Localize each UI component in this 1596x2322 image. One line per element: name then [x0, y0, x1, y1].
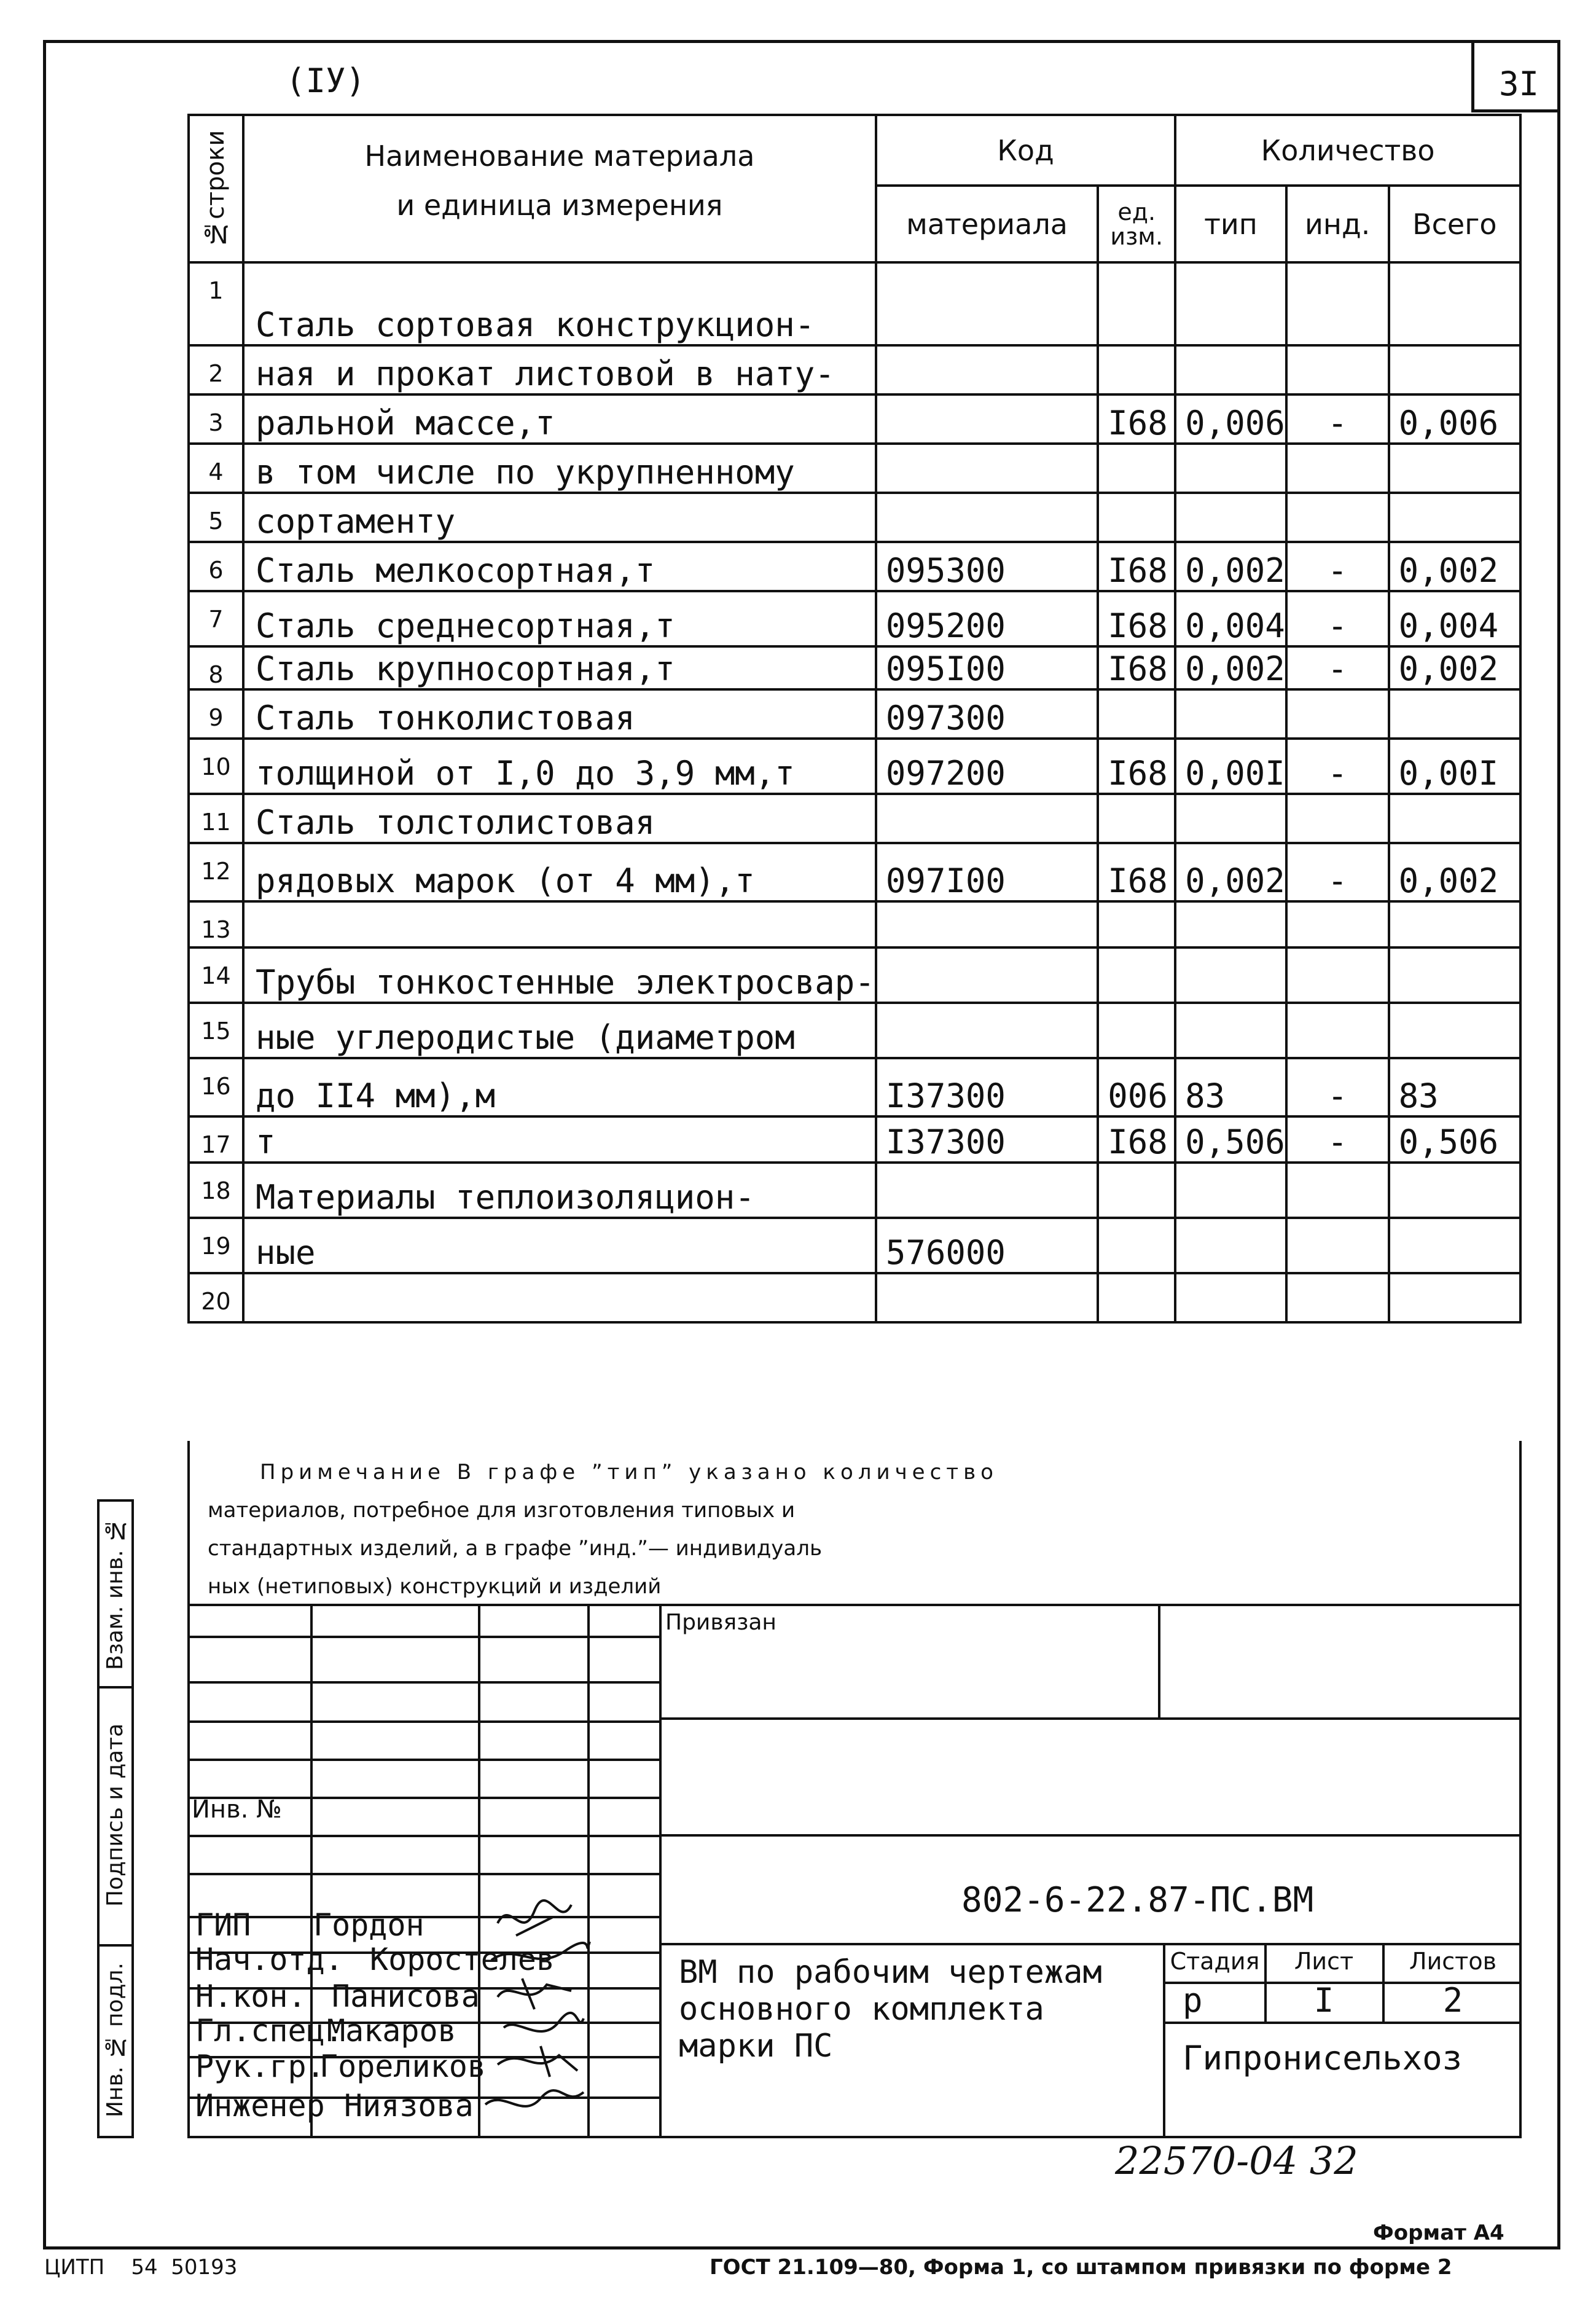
side-strip: [97, 1499, 134, 2138]
qty-total: [1389, 1218, 1520, 1273]
qty-ind: [1286, 493, 1389, 542]
material-name: Сталь сортовая конструкцион-: [243, 262, 876, 345]
material-code: I37300: [876, 1116, 1098, 1163]
qty-total: 0,002: [1389, 843, 1520, 901]
material-code: 097300: [876, 689, 1098, 739]
header-material: материала: [876, 186, 1098, 262]
qty-ind: -: [1286, 542, 1389, 591]
unit-code: [1098, 1163, 1175, 1218]
header-code: Код: [876, 115, 1175, 186]
qty-type: [1175, 901, 1286, 947]
doc-code: 802-6-22.87-ПС.ВМ: [961, 1880, 1314, 1920]
header-ind: инд.: [1286, 186, 1389, 262]
material-code: I37300: [876, 1058, 1098, 1116]
note-line-1: Примечание В графе ”тип” указано количество: [260, 1460, 998, 1485]
table-row: [189, 1058, 1520, 1116]
material-name: Материалы теплоизоляцион-: [243, 1163, 876, 1218]
qty-type: [1175, 947, 1286, 1003]
material-name: Сталь толстолистовая: [243, 794, 876, 843]
unit-code: [1098, 1273, 1175, 1322]
row-number: 13: [189, 901, 243, 947]
unit-code: [1098, 262, 1175, 345]
material-code: [876, 493, 1098, 542]
table-row: [189, 901, 1520, 947]
table-row: [189, 843, 1520, 901]
material-code: 095200: [876, 591, 1098, 646]
material-name: Сталь мелкосортная,т: [243, 542, 876, 591]
material-name: до II4 мм),м: [243, 1058, 876, 1116]
unit-code: [1098, 444, 1175, 493]
row-number: 11: [189, 794, 243, 843]
qty-type: 0,004: [1175, 591, 1286, 646]
material-name: Трубы тонкостенные электросвар-: [243, 947, 876, 1003]
inv-no-label: Инв. №: [192, 1795, 282, 1824]
qty-ind: -: [1286, 1116, 1389, 1163]
table-row: [189, 394, 1520, 444]
unit-code: I68: [1098, 1116, 1175, 1163]
row-number: 12: [189, 843, 243, 901]
qty-type: [1175, 493, 1286, 542]
material-name: Сталь тонколистовая: [243, 689, 876, 739]
material-name: Сталь среднесортная,т: [243, 591, 876, 646]
qty-type: 0,506: [1175, 1116, 1286, 1163]
top-label: (IУ): [286, 61, 366, 100]
sig-role-5: Рук.гр.: [195, 2049, 325, 2084]
sheet-label: Лист: [1294, 1948, 1354, 1975]
qty-type: 0,006: [1175, 394, 1286, 444]
note-line-3: стандартных изделий, а в графе ”инд.”— индивидуаль: [208, 1536, 822, 1561]
material-name: ная и прокат листовой в нату-: [243, 345, 876, 394]
qty-ind: [1286, 262, 1389, 345]
row-number: 15: [189, 1003, 243, 1058]
material-name: Сталь крупносортная,т: [243, 646, 876, 689]
row-number: 16: [189, 1058, 243, 1116]
row-number: 9: [189, 689, 243, 739]
qty-total: [1389, 1273, 1520, 1322]
header-total: Всего: [1389, 186, 1520, 262]
qty-ind: -: [1286, 394, 1389, 444]
qty-ind: [1286, 1218, 1389, 1273]
row-number: 3: [189, 394, 243, 444]
material-code: [876, 345, 1098, 394]
footer-right: ГОСТ 21.109—80, Форма 1, со штампом привязки по форме 2: [710, 2255, 1452, 2280]
qty-total: [1389, 493, 1520, 542]
qty-ind: [1286, 947, 1389, 1003]
qty-ind: -: [1286, 591, 1389, 646]
unit-code: I68: [1098, 739, 1175, 794]
qty-total: [1389, 689, 1520, 739]
row-number: 18: [189, 1163, 243, 1218]
row-number: 8: [189, 646, 243, 689]
table-row: [189, 1218, 1520, 1273]
material-name: толщиной от I,0 до 3,9 мм,т: [243, 739, 876, 794]
qty-type: [1175, 1218, 1286, 1273]
material-name: рядовых марок (от 4 мм),т: [243, 843, 876, 901]
sig-name-2: Коростелев: [370, 1942, 555, 1977]
qty-type: [1175, 1163, 1286, 1218]
material-code: [876, 947, 1098, 1003]
material-code: 095I00: [876, 646, 1098, 689]
material-code: [876, 1273, 1098, 1322]
material-name: т: [243, 1116, 876, 1163]
unit-code: [1098, 493, 1175, 542]
qty-total: 0,00I: [1389, 739, 1520, 794]
qty-ind: -: [1286, 646, 1389, 689]
table-row: [189, 689, 1520, 739]
header-unit: ед. изм.: [1098, 186, 1175, 262]
material-code: [876, 794, 1098, 843]
qty-total: 83: [1389, 1058, 1520, 1116]
qty-total: [1389, 947, 1520, 1003]
table-row: [189, 1003, 1520, 1058]
qty-total: 0,004: [1389, 591, 1520, 646]
handwritten-number: 22570-04 32: [1115, 2138, 1358, 2183]
qty-ind: [1286, 1163, 1389, 1218]
side-label-inv-podl: Инв. № подл.: [103, 1963, 128, 2117]
sig-role-1: ГИП: [195, 1907, 251, 1943]
table-row: [189, 794, 1520, 843]
qty-type: [1175, 345, 1286, 394]
materials-table: [187, 114, 1522, 1324]
side-label-podpis: Подпись и дата: [103, 1723, 128, 1907]
sig-name-3: Панисова: [332, 1979, 480, 2014]
qty-total: 0,006: [1389, 394, 1520, 444]
material-code: 097I00: [876, 843, 1098, 901]
qty-type: 0,00I: [1175, 739, 1286, 794]
unit-code: I68: [1098, 591, 1175, 646]
qty-total: [1389, 345, 1520, 394]
format-label: Формат А4: [1373, 2221, 1504, 2245]
qty-ind: [1286, 689, 1389, 739]
privyazan-label: Привязан: [665, 1610, 776, 1635]
header-quantity: Количество: [1175, 115, 1520, 186]
unit-code: [1098, 345, 1175, 394]
row-number: 14: [189, 947, 243, 1003]
material-code: [876, 262, 1098, 345]
sig-role-2: Нач.отд.: [195, 1942, 343, 1977]
table-row: [189, 493, 1520, 542]
header-name: Наименование материала и единица измерения: [243, 115, 876, 262]
unit-code: 006: [1098, 1058, 1175, 1116]
qty-type: [1175, 689, 1286, 739]
qty-type: 0,002: [1175, 542, 1286, 591]
row-number: 1: [189, 262, 243, 345]
material-code: 576000: [876, 1218, 1098, 1273]
sig-role-6: Инженер: [195, 2088, 325, 2124]
unit-code: [1098, 901, 1175, 947]
unit-code: [1098, 794, 1175, 843]
stage-value: р: [1183, 1981, 1203, 2020]
table-row: [189, 1116, 1520, 1163]
qty-type: [1175, 794, 1286, 843]
table-row: [189, 262, 1520, 345]
sig-name-5: Гореликов: [319, 2049, 486, 2084]
material-name: ные углеродистые (диаметром: [243, 1003, 876, 1058]
row-number: 4: [189, 444, 243, 493]
stage-label: Стадия: [1170, 1948, 1260, 1975]
material-name: [243, 901, 876, 947]
org-name: Гипронисельхоз: [1183, 2039, 1463, 2077]
footer-left: ЦИТП 54 50193: [44, 2255, 238, 2280]
unit-code: I68: [1098, 394, 1175, 444]
material-code: [876, 394, 1098, 444]
qty-ind: -: [1286, 1058, 1389, 1116]
material-name: ральной массе,т: [243, 394, 876, 444]
unit-code: I68: [1098, 843, 1175, 901]
qty-ind: [1286, 901, 1389, 947]
qty-type: 0,002: [1175, 843, 1286, 901]
sig-name-1: Гордон: [313, 1907, 424, 1943]
sig-role-4: Гл.спец.: [195, 2013, 343, 2049]
material-name: ные: [243, 1218, 876, 1273]
material-code: [876, 1163, 1098, 1218]
header-row-no: №строки: [189, 115, 243, 262]
qty-total: [1389, 1003, 1520, 1058]
table-row: [189, 739, 1520, 794]
side-label-vzam: Взам. инв. №: [103, 1518, 128, 1670]
qty-total: [1389, 901, 1520, 947]
qty-type: 83: [1175, 1058, 1286, 1116]
sig-name-6: Ниязова: [344, 2088, 474, 2124]
unit-code: [1098, 1003, 1175, 1058]
sheets-label: Листов: [1409, 1948, 1496, 1975]
sig-role-3: Н.кон.: [195, 1979, 307, 2014]
material-code: 095300: [876, 542, 1098, 591]
material-code: [876, 901, 1098, 947]
table-row: [189, 1163, 1520, 1218]
table-row: [189, 444, 1520, 493]
table-row: [189, 542, 1520, 591]
material-code: 097200: [876, 739, 1098, 794]
material-code: [876, 444, 1098, 493]
row-number: 6: [189, 542, 243, 591]
unit-code: I68: [1098, 646, 1175, 689]
sheet-value: I: [1313, 1981, 1334, 2020]
qty-type: [1175, 444, 1286, 493]
table-row: [189, 1273, 1520, 1322]
qty-ind: [1286, 1273, 1389, 1322]
qty-type: 0,002: [1175, 646, 1286, 689]
unit-code: I68: [1098, 542, 1175, 591]
qty-total: [1389, 1163, 1520, 1218]
qty-total: [1389, 794, 1520, 843]
table-row: [189, 345, 1520, 394]
qty-ind: [1286, 345, 1389, 394]
qty-total: [1389, 262, 1520, 345]
note-line-4: ных (нетиповых) конструкций и изделий: [208, 1574, 662, 1599]
qty-ind: [1286, 444, 1389, 493]
row-number: 5: [189, 493, 243, 542]
table-row: [189, 591, 1520, 646]
qty-ind: -: [1286, 843, 1389, 901]
table-row: [189, 646, 1520, 689]
qty-ind: [1286, 794, 1389, 843]
material-name: [243, 1273, 876, 1322]
note-line-2: материалов, потребное для изготовления типовых и: [208, 1498, 796, 1523]
material-name: в том числе по укрупненному: [243, 444, 876, 493]
qty-total: 0,002: [1389, 542, 1520, 591]
row-number: 19: [189, 1218, 243, 1273]
qty-type: [1175, 262, 1286, 345]
unit-code: [1098, 947, 1175, 1003]
qty-total: 0,002: [1389, 646, 1520, 689]
material-code: [876, 1003, 1098, 1058]
row-number: 7: [189, 591, 243, 646]
row-number: 2: [189, 345, 243, 394]
qty-total: [1389, 444, 1520, 493]
sig-name-4: Макаров: [327, 2013, 456, 2049]
sheets-value: 2: [1442, 1981, 1463, 2020]
qty-type: [1175, 1003, 1286, 1058]
row-number: 20: [189, 1273, 243, 1322]
material-name: сортаменту: [243, 493, 876, 542]
qty-ind: [1286, 1003, 1389, 1058]
page-number: 3I: [1499, 65, 1539, 103]
qty-total: 0,506: [1389, 1116, 1520, 1163]
row-number: 10: [189, 739, 243, 794]
row-number: 17: [189, 1116, 243, 1163]
table-row: [189, 947, 1520, 1003]
header-type: тип: [1175, 186, 1286, 262]
unit-code: [1098, 1218, 1175, 1273]
unit-code: [1098, 689, 1175, 739]
qty-type: [1175, 1273, 1286, 1322]
signatures-icon: [479, 1893, 602, 2138]
qty-ind: -: [1286, 739, 1389, 794]
doc-title: ВМ по рабочим чертежам основного комплекта марки ПС: [679, 1954, 1102, 2065]
